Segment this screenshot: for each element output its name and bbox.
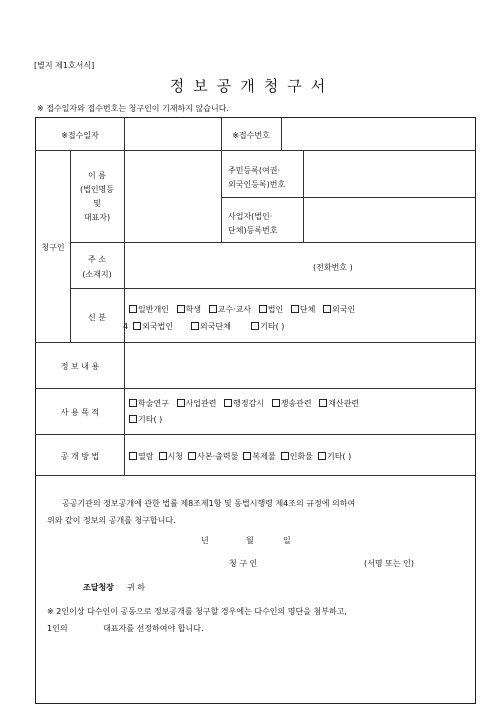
option-label: 기타( ) bbox=[326, 452, 352, 461]
checkbox-icon[interactable] bbox=[319, 399, 327, 407]
method-options-row bbox=[129, 451, 351, 462]
joint-request-note-line-1: ※ 2인이상 다수인이 공동으로 정보공개를 청구할 경우에는 다수인의 명단을 첨부하고, bbox=[47, 607, 347, 616]
declaration-line-2: 위와 같이 정보의 공개를 청구합니다. bbox=[47, 516, 176, 525]
option-label: 행정감시 bbox=[233, 399, 265, 408]
row-divider bbox=[36, 150, 475, 151]
address-label-line: (소재지) bbox=[82, 270, 112, 279]
status-options-row-2 bbox=[123, 321, 284, 332]
checkbox-icon[interactable] bbox=[188, 452, 196, 460]
option-label: 학술연구 bbox=[138, 399, 169, 408]
status-options-row-1 bbox=[129, 304, 355, 315]
status-option-organization[interactable] bbox=[291, 305, 315, 314]
method-option-copy[interactable] bbox=[188, 452, 238, 461]
page-title: 정보공개청구서 bbox=[169, 77, 335, 95]
joint-request-note-line-2: 1인의 대표자를 선정하여야 합니다. bbox=[47, 624, 204, 633]
address-label-line: 주 소 bbox=[88, 255, 106, 264]
applicant-section-label: 청구인 bbox=[41, 243, 65, 252]
row-divider bbox=[221, 197, 475, 198]
method-option-print[interactable] bbox=[281, 452, 313, 461]
status-label: 신 분 bbox=[88, 313, 106, 322]
col-divider bbox=[124, 150, 125, 475]
requester-label: 청 구 인 bbox=[229, 559, 258, 568]
checkbox-icon[interactable] bbox=[259, 305, 267, 313]
option-label: 외국법인 bbox=[142, 322, 174, 331]
purpose-option-business[interactable] bbox=[177, 399, 217, 408]
option-label: 학생 bbox=[185, 305, 202, 314]
checkbox-icon[interactable] bbox=[159, 452, 167, 460]
col-divider bbox=[221, 150, 222, 242]
purpose-option-oversight[interactable] bbox=[224, 399, 264, 408]
row-divider bbox=[36, 475, 475, 476]
form-number-label: [별지 제1호서식] bbox=[34, 61, 95, 70]
option-label: 열람 bbox=[138, 452, 154, 461]
checkbox-icon[interactable] bbox=[133, 322, 141, 330]
status-option-foreign-org[interactable] bbox=[191, 322, 231, 331]
receipt-date-label: ※접수일자 bbox=[61, 131, 99, 140]
checkbox-icon[interactable] bbox=[281, 452, 289, 460]
option-label: 외국단체 bbox=[199, 322, 231, 331]
purpose-options-row-2 bbox=[129, 414, 162, 425]
status-option-foreign-corp[interactable] bbox=[133, 322, 173, 331]
name-label-line: 및 bbox=[93, 199, 101, 208]
status-option-teacher[interactable] bbox=[209, 305, 251, 314]
checkbox-icon[interactable] bbox=[177, 399, 185, 407]
checkbox-icon[interactable] bbox=[272, 399, 280, 407]
checkbox-icon[interactable] bbox=[291, 305, 299, 313]
col-divider bbox=[124, 118, 125, 150]
checkbox-icon[interactable] bbox=[251, 322, 259, 330]
info-content-field[interactable] bbox=[129, 347, 469, 383]
id-number-label-line: 주민등록(여권· bbox=[228, 166, 281, 175]
receipt-number-label: ※접수번호 bbox=[232, 131, 270, 140]
checkbox-icon[interactable] bbox=[129, 452, 137, 460]
biz-number-label-line: 사업자(법인· bbox=[228, 212, 273, 221]
method-option-watch[interactable] bbox=[159, 452, 183, 461]
option-label: 인화물 bbox=[289, 452, 313, 461]
option-label: 사본·출력물 bbox=[197, 452, 239, 461]
checkbox-icon[interactable] bbox=[177, 305, 185, 313]
id-number-field[interactable] bbox=[308, 156, 468, 194]
address-field[interactable] bbox=[129, 246, 309, 284]
checkbox-icon[interactable] bbox=[129, 305, 137, 313]
row-divider bbox=[70, 288, 475, 289]
date-month-label: 월 bbox=[246, 536, 254, 545]
date-day-label: 일 bbox=[283, 536, 291, 545]
receipt-note: ※ 접수일자와 접수번호는 청구인이 기재하지 않습니다. bbox=[37, 104, 229, 113]
addressee-name: 조달청장 bbox=[83, 583, 114, 592]
status-option-other[interactable] bbox=[251, 322, 284, 331]
checkbox-icon[interactable] bbox=[191, 322, 199, 330]
option-label: 기타( ) bbox=[138, 415, 163, 424]
option-label: 교수·교사 bbox=[217, 305, 252, 314]
checkbox-icon[interactable] bbox=[323, 305, 331, 313]
checkbox-icon[interactable] bbox=[224, 399, 232, 407]
purpose-option-other[interactable] bbox=[129, 415, 162, 424]
name-label-line: 대표자) bbox=[83, 213, 111, 222]
option-label: 외국인 bbox=[332, 305, 356, 314]
status-option-corporation[interactable] bbox=[259, 305, 283, 314]
id-number-label-line: 외국인등록)번호 bbox=[228, 180, 286, 189]
status-option-individual[interactable] bbox=[129, 305, 169, 314]
biz-number-label-line: 단체)등록번호 bbox=[228, 226, 278, 235]
method-option-other[interactable] bbox=[318, 452, 351, 461]
option-label: 일반개인 bbox=[138, 305, 169, 314]
purpose-options-row-1 bbox=[129, 398, 359, 409]
method-option-replica[interactable] bbox=[243, 452, 275, 461]
name-label-line: 이 름 bbox=[88, 171, 106, 180]
checkbox-icon[interactable] bbox=[129, 415, 137, 423]
phone-label: (전화번호 ) bbox=[313, 263, 353, 272]
status-option-foreigner[interactable] bbox=[323, 305, 355, 314]
checkbox-icon[interactable] bbox=[129, 399, 137, 407]
option-label: 법인 bbox=[267, 305, 284, 314]
addressee-suffix: 귀 하 bbox=[127, 583, 145, 592]
checkbox-icon[interactable] bbox=[209, 305, 217, 313]
method-label: 공 개 방 법 bbox=[60, 452, 100, 461]
row-divider bbox=[36, 434, 475, 435]
option-label: 단체 bbox=[299, 305, 316, 314]
option-label: 사업관련 bbox=[185, 399, 217, 408]
col-divider bbox=[281, 118, 282, 150]
purpose-label: 사 용 목 적 bbox=[60, 408, 100, 417]
signature-label: (서명 또는 인) bbox=[364, 559, 414, 568]
purpose-option-property[interactable] bbox=[319, 399, 359, 408]
name-field[interactable] bbox=[129, 158, 219, 238]
name-label-line: (법인명등 bbox=[79, 185, 115, 194]
row-divider bbox=[36, 342, 475, 343]
checkbox-icon[interactable] bbox=[243, 452, 251, 460]
purpose-option-litigation[interactable] bbox=[272, 399, 312, 408]
checkbox-icon[interactable] bbox=[318, 452, 326, 460]
option-label: 기타( ) bbox=[260, 322, 285, 331]
option-label: 시청 bbox=[167, 452, 184, 461]
status-option-student[interactable] bbox=[177, 305, 201, 314]
biz-number-field[interactable] bbox=[308, 202, 468, 238]
declaration-line-1: 공공기관의 정보공개에 관한 법률 제8조제1항 및 동법시행령 제4조의 규정에 의하여 bbox=[62, 499, 356, 508]
col-divider bbox=[303, 150, 304, 242]
row-divider bbox=[36, 388, 475, 389]
method-option-view[interactable] bbox=[129, 452, 153, 461]
info-content-label: 정 보 내 용 bbox=[60, 362, 100, 371]
row-divider bbox=[70, 242, 475, 243]
purpose-option-research[interactable] bbox=[129, 399, 169, 408]
option-label: 쟁송관련 bbox=[280, 399, 312, 408]
option-label: 재산관련 bbox=[328, 399, 360, 408]
option-label: 복제물 bbox=[252, 452, 276, 461]
status-prefix: 4 bbox=[123, 322, 129, 331]
request-form-table bbox=[35, 117, 476, 704]
date-year-label: 년 bbox=[201, 536, 209, 545]
